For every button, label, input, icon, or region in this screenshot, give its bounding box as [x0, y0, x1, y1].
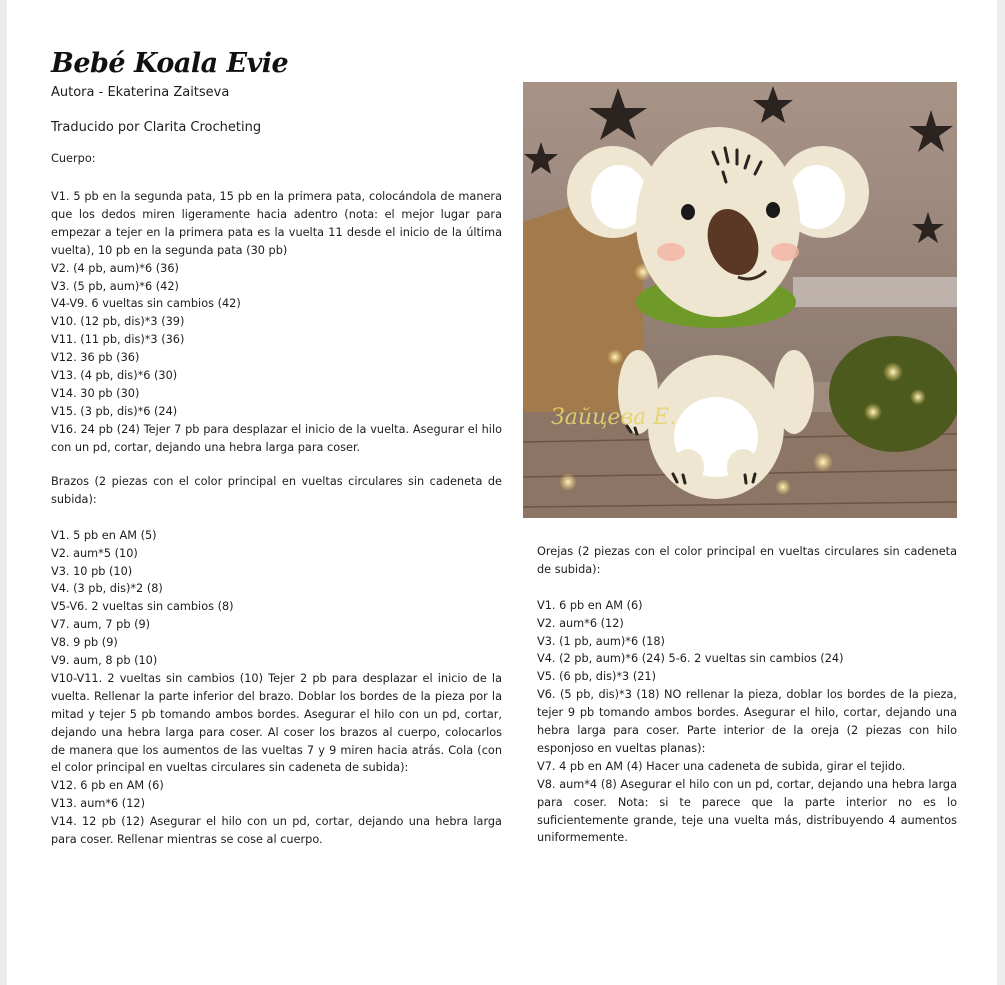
- author-line: Autora - Ekaterina Zaitseva: [51, 85, 230, 100]
- instruction-row: V5-V6. 2 vueltas sin cambios (8): [51, 600, 234, 614]
- instruction-row: V8. aum*4 (8) Asegurar el hilo con un pd, cortar, dejando una hebra larga para coser. Nota: si te parece que la parte interior no es lo suficientemente grande, teje una vuelta más, distribuyendo 4 aumentos uniformemente.: [537, 777, 957, 845]
- moss-ball: [829, 336, 957, 452]
- instruction-row: V3. (1 pb, aum)*6 (18): [537, 634, 665, 648]
- body-section-label: Cuerpo:: [51, 152, 96, 165]
- arms-section-label: Brazos (2 piezas con el color principal en vueltas circulares sin cadeneta de subida):: [51, 475, 502, 506]
- instruction-row: V7. aum, 7 pb (9): [51, 618, 151, 632]
- instruction-row: V3. (5 pb, aum)*6 (42): [51, 279, 179, 293]
- instruction-row: V15. (3 pb, dis)*6 (24): [51, 404, 178, 418]
- instruction-row: V16. 24 pb (24) Tejer 7 pb para desplazar el inicio de la vuelta. Asegurar el hilo con un pd, cortar, dejando una hebra larga para coser.: [51, 422, 502, 454]
- document-page: [7, 0, 997, 985]
- instruction-row: V4. (2 pb, aum)*6 (24) 5-6. 2 vueltas sin cambios (24): [537, 652, 844, 666]
- instruction-row: V1. 5 pb en la segunda pata, 15 pb en la primera pata, colocándola de manera que los dedos miren ligeramente hacia adentro (nota: el mejor lugar para empezar a tejer en la primera pata es la vuelta 11 desde el inicio de la última vuelta), 10 pb en la segunda pata (30 pb): [51, 190, 502, 257]
- ears-instructions: [537, 543, 957, 847]
- instruction-row: V4. (3 pb, dis)*2 (8): [51, 582, 163, 596]
- instruction-row: V8. 9 pb (9): [51, 636, 118, 650]
- instruction-row: V12. 36 pb (36): [51, 351, 140, 365]
- instruction-row: V11. (11 pb, dis)*3 (36): [51, 333, 185, 347]
- instruction-row: V1. 6 pb en AM (6): [537, 598, 643, 612]
- instruction-row: V3. 10 pb (10): [51, 564, 133, 578]
- instruction-row: V9. aum, 8 pb (10): [51, 654, 158, 668]
- arms-instructions: [51, 473, 502, 849]
- photo-watermark: Зайцева Е.: [551, 405, 677, 430]
- instruction-row: V5. (6 pb, dis)*3 (21): [537, 670, 657, 684]
- instruction-row: V7. 4 pb en AM (4) Hacer una cadeneta de subida, girar el tejido.: [537, 759, 906, 773]
- instruction-row: V14. 12 pb (12) Asegurar el hilo con un pd, cortar, dejando una hebra larga para coser. Rellenar mientras se cose al cuerpo.: [51, 815, 502, 847]
- instruction-row: V2. aum*5 (10): [51, 546, 138, 560]
- instruction-row: V14. 30 pb (30): [51, 386, 140, 400]
- instruction-row: V4-V9. 6 vueltas sin cambios (42): [51, 297, 241, 311]
- baseboard: [793, 277, 957, 307]
- body-instructions: [51, 188, 502, 457]
- instruction-row: V13. (4 pb, dis)*6 (30): [51, 369, 178, 383]
- instruction-row: V10. (12 pb, dis)*3 (39): [51, 315, 185, 329]
- instruction-row: V2. (4 pb, aum)*6 (36): [51, 261, 179, 275]
- instruction-row: V1. 5 pb en AM (5): [51, 528, 157, 542]
- pattern-title: Bebé Koala Evie: [51, 48, 289, 79]
- instruction-row: V2. aum*6 (12): [537, 616, 624, 630]
- instruction-row: V13. aum*6 (12): [51, 797, 145, 811]
- ears-section-label: Orejas (2 piezas con el color principal en vueltas circulares sin cadeneta de subida):: [537, 545, 957, 576]
- instruction-row: V12. 6 pb en AM (6): [51, 779, 164, 793]
- instruction-row: V10-V11. 2 vueltas sin cambios (10) Tejer 2 pb para desplazar el inicio de la vuelta. Rellenar la parte inferior del brazo. Doblar los bordes de la pieza por la mitad y tejer 5 pb tomando ambos bordes. Asegurar el hilo con un pd, cortar, dejando una hebra larga para coser. Al coser los brazos al cuerpo, colocarlos de manera que los aumentos de las vueltas 7 y 9 miren hacia atrás. Cola (con el color principal en vueltas circulares sin cadeneta de subida):: [51, 671, 502, 775]
- translator-line: Traducido por Clarita Crocheting: [51, 120, 262, 135]
- koala-photo: [523, 82, 957, 518]
- instruction-row: V6. (5 pb, dis)*3 (18) NO rellenar la pieza, doblar los bordes de la pieza, tejer 9 pb tomando ambos bordes. Asegurar el hilo, cortar, dejando una hebra larga para coser. Parte interior de la oreja (2 piezas con hilo esponjoso en vueltas planas):: [537, 688, 957, 755]
